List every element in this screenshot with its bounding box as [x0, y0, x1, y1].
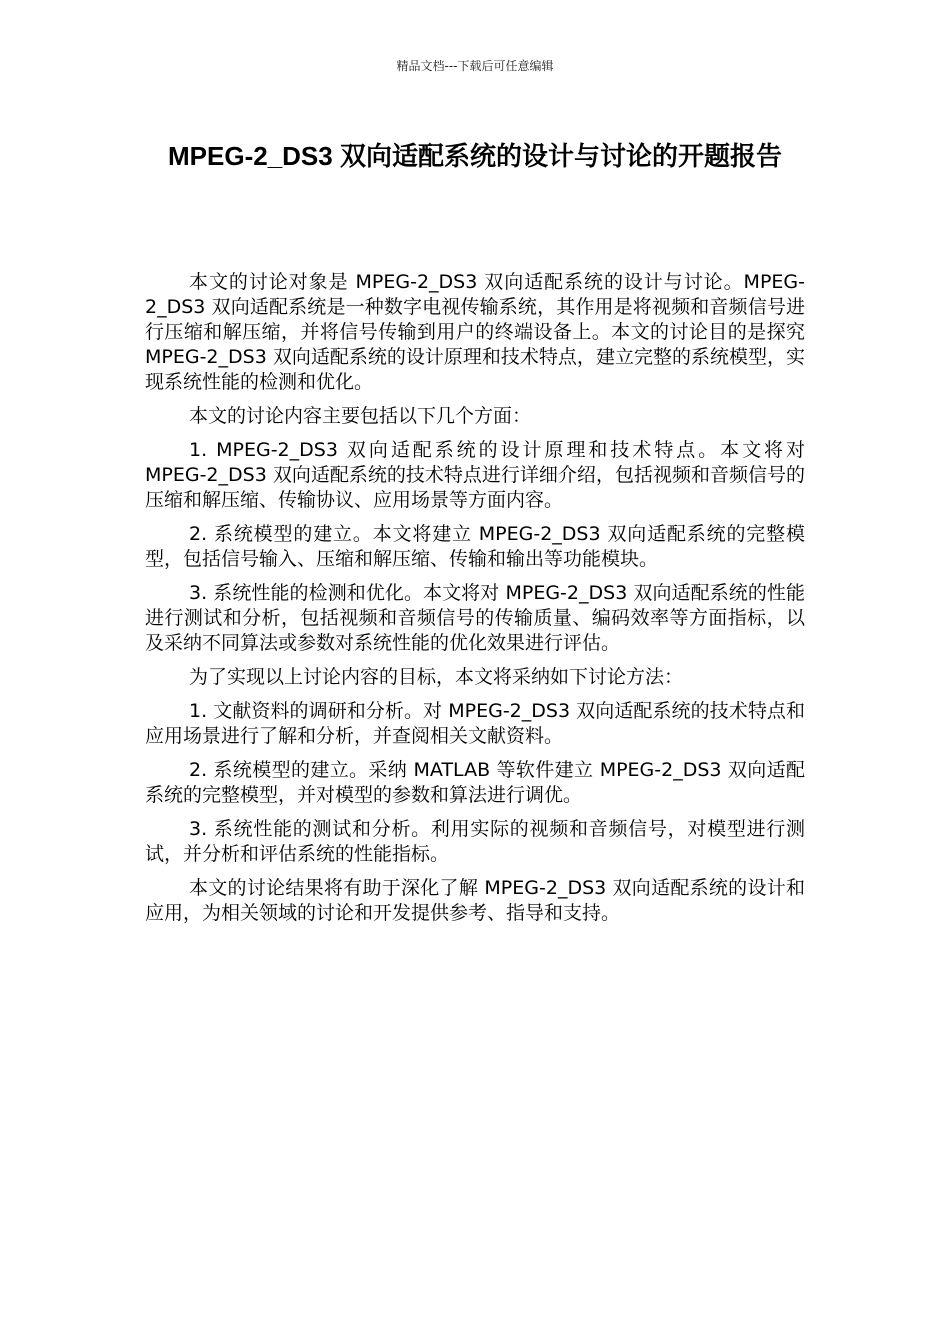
paragraph-intro: 本文的讨论对象是 MPEG-2_DS3 双向适配系统的设计与讨论。MPEG-2_DS3 双向适配系统是一种数字电视传输系统，其作用是将视频和音频信号进行压缩和解压缩，并将信号传输到用户的终端设备上。本文的讨论目的是探究 MPEG-2_DS3 双向适配系统的设计原理和技术特点，建立完整的系统模型，实现系统性能的检测和优化。 — [145, 271, 805, 393]
paragraph-method-item-2: 2. 系统模型的建立。采纳 MATLAB 等软件建立 MPEG-2_DS3 双向适配系统的完整模型，并对模型的参数和算法进行调优。 — [145, 759, 805, 806]
paragraph-conclusion: 本文的讨论结果将有助于深化了解 MPEG-2_DS3 双向适配系统的设计和应用，为相关领域的讨论和开发提供参考、指导和支持。 — [145, 877, 805, 924]
paragraph-methods-heading: 为了实现以上讨论内容的目标，本文将采纳如下讨论方法： — [189, 666, 684, 688]
paragraph-content-heading: 本文的讨论内容主要包括以下几个方面： — [189, 405, 532, 427]
page-header-note: 精品文档---下载后可任意编辑 — [396, 59, 554, 73]
paragraph-content-item-2: 2. 系统模型的建立。本文将建立 MPEG-2_DS3 双向适配系统的完整模型，包括信号输入、压缩和解压缩、传输和输出等功能模块。 — [145, 523, 805, 570]
paragraph-content-item-1: 1. MPEG-2_DS3 双向适配系统的设计原理和技术特点。本文将对 MPEG-2_DS3 双向适配系统的技术特点进行详细介绍，包括视频和音频信号的压缩和解压缩、传输协议、应用场景等方面内容。 — [145, 439, 805, 511]
paragraph-content-item-3: 3. 系统性能的检测和优化。本文将对 MPEG-2_DS3 双向适配系统的性能进行测试和分析，包括视频和音频信号的传输质量、编码效率等方面指标，以及采纳不同算法或参数对系统性能的优化效果进行评估。 — [145, 582, 805, 654]
paragraph-method-item-3: 3. 系统性能的测试和分析。利用实际的视频和音频信号，对模型进行测试，并分析和评估系统的性能指标。 — [145, 818, 805, 865]
document-title: MPEG-2_DS3 双向适配系统的设计与讨论的开题报告 — [168, 141, 782, 171]
paragraph-method-item-1: 1. 文献资料的调研和分析。对 MPEG-2_DS3 双向适配系统的技术特点和应用场景进行了解和分析，并查阅相关文献资料。 — [145, 700, 805, 747]
document-body — [145, 270, 805, 935]
